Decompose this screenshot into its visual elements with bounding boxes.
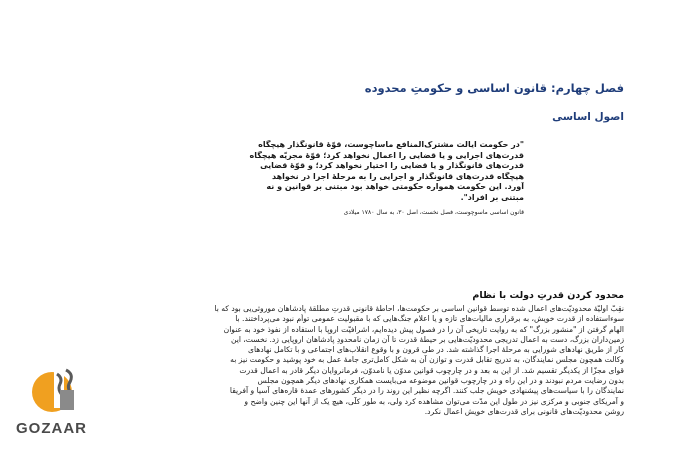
body-line: الهام گرفتن از "منشور بزرگ" که به روایت تاریخی آن را در فصول پیش دیده‌ایم، اشرافیّت اروپا با استفاده از نفوذ خود به عنوان: [223, 324, 624, 334]
body-line: روشن محدودیّت‌های قانونی برای قدرت‌های خویش اعمال نکرد.: [424, 406, 624, 416]
body-line: کار از طریق نهادهای شورایی به مرحلهٔ اجرا گذاشته شد. در طی قرون و با وقوع انقلاب‌های اجتماعی و با تکامل نهادهای: [248, 345, 624, 355]
body-line: وکالت همچون مجلس نمایندگان، به تدریج تقابل قدرت و توازن آن به شکل کامل‌تری جامهٔ عمل به خود پوشید و حکومت نیز به: [230, 355, 624, 365]
quote-line: قدرت‌های اجرایی و یا قضایی را اعمال نخواهد کرد؛ قوّهٔ مجریّه هیچگاه: [249, 150, 524, 160]
body-line: بدون رضایت مردم نبودند و در این راه و در چارچوب قوانین موضوعه می‌بایست همکاری نهادهای دیگر همچون مجلس: [257, 376, 624, 386]
gozaar-logo: [16, 368, 112, 448]
quote-line: قدرت‌های قانونگذار و یا قضایی را اختیار نخواهد کرد؛ و قوّهٔ قضایی: [260, 161, 524, 171]
quote-line: هیچگاه قدرت‌های قانونگذار و اجرایی را به مرحلهٔ اجرا در نخواهد: [271, 171, 524, 181]
section-heading: اصول اساسی: [552, 111, 624, 123]
quote-line: مبتنی بر افراد".: [460, 192, 524, 202]
gozaar-logo-text: GOZAAR: [16, 420, 87, 437]
body-paragraph: [104, 304, 624, 417]
chapter-title: فصل چهارم: قانون اساسی و حکومتِ محدوده: [364, 81, 624, 95]
body-line: نمایندگان را با سیاست‌های پیشنهادی خویش جلب کنند. اگرچه نظیر این روند را در دیگر کشورهای عمدهٔ قاره‌های آسیا و آفریقا: [229, 386, 624, 396]
gozaar-logo-icon: [30, 368, 80, 414]
epigraph-quote: [112, 140, 524, 204]
body-line: قوای مجزّا از یکدیگر تقسیم شد. از این به بعد و در چارچوب قوانین مدوّن یا نامدوّن، فرمانروایان دیگر قادر به اعمال قدرت: [239, 365, 624, 375]
body-line: زمین‌داران بزرگ، دست به اعمال تدریجی محدودیّت‌هایی بر حیطهٔ قدرت تا آن زمان نامحدودِ پادشاهان اروپایی زد. نخست، این: [230, 334, 624, 344]
body-line: نقِبّ اولیّهٔ محدودیّت‌های اعمال شده توسط قوانین اساسی بر حکومت‌ها، احاطهٔ قانونی قدرتِ مطلقهٔ پادشاهان موروثی‌یی بود که با: [214, 304, 624, 313]
quote-source: قانون اساسی ماسوچوست، فصل نخست، اصل ۳۰، به سال ۱۷۸۰ میلادی: [343, 209, 524, 216]
body-line: و آمریکای جنوبی و مرکزی نیز در طول این مدّت می‌توان مشاهده کرد ولی، به طور کلّی، هیچ یک از آنها این چنین واضح و: [244, 396, 624, 406]
body-line: سوءاستفاده از قدرت خویش، به برقراری مالیات‌های تازه و یا اعلام جنگ‌هایی که با مقبولیت عمومی توأم نبود می‌پرداختند. با: [235, 314, 624, 324]
quote-line: "در حکومت ایالت مشترک‌المنافع ماساچوست، قوّهٔ قانونگذار هیچگاه: [258, 140, 524, 149]
subheading: محدود کردن قدرتِ دولت با نظام: [472, 290, 624, 301]
quote-line: آورد. این حکومت همواره حکومتی خواهد بود مبتنی بر قوانین و نه: [266, 182, 524, 192]
